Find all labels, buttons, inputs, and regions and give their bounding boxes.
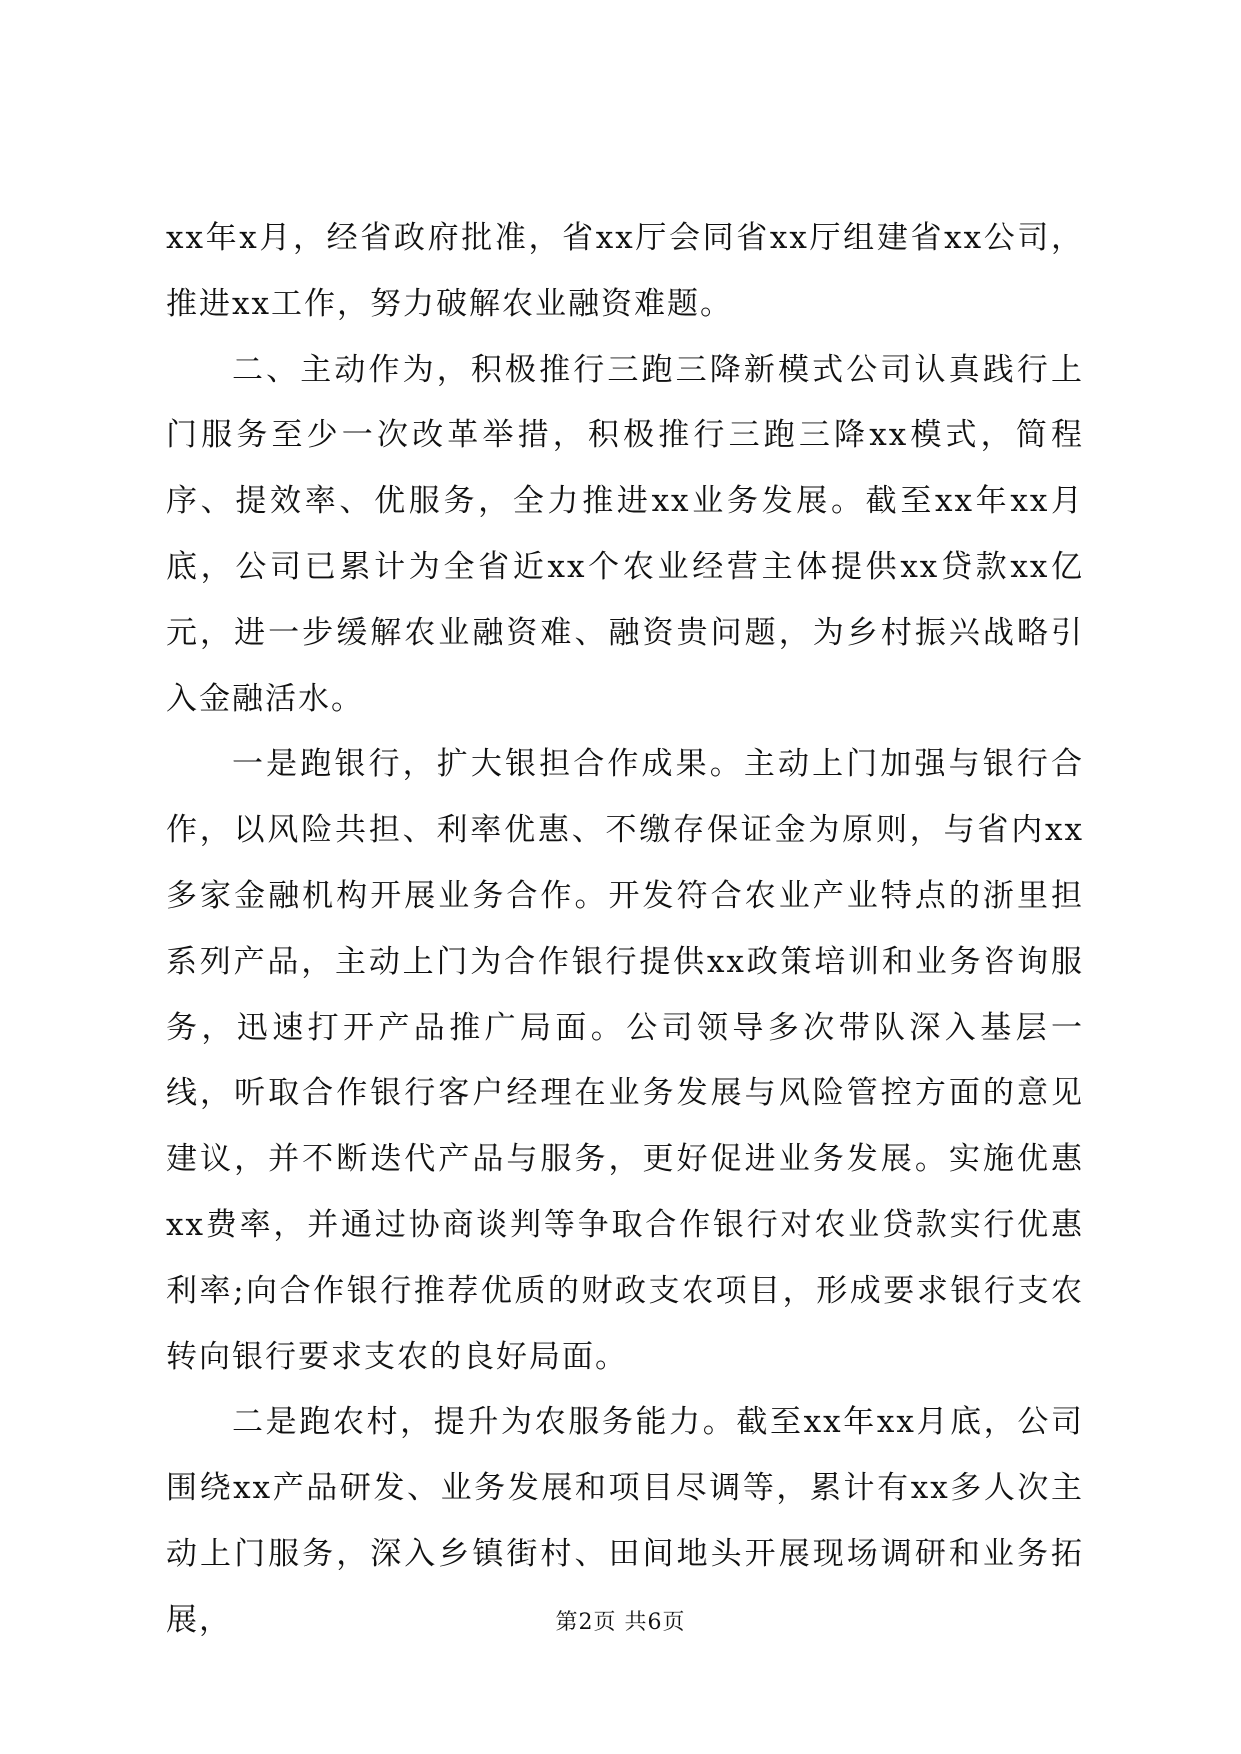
page-number-footer: 第2页 共6页 (555, 1610, 686, 1635)
paragraph-3: 一是跑银行，扩大银担合作成果。主动上门加强与银行合作，以风险共担、利率优惠、不缴存保证金为原则，与省内xx多家金融机构开展业务合作。开发符合农业产业特点的浙里担系列产品，主动上门为合作银行提供xx政策培训和业务咨询服务，迅速打开产品推广局面。公司领导多次带队深入基层一线，听取合作银行客户经理在业务发展与风险管控方面的意见建议，并不断迭代产品与服务，更好促进业务发展。实施优惠xx费率，并通过协商谈判等争取合作银行对农业贷款实行优惠利率;向合作银行推荐优质的财政支农项目，形成要求银行支农转向银行要求支农的良好局面。 (166, 746, 1084, 1375)
paragraph-1: xx年x月，经省政府批准，省xx厅会同省xx厅组建省xx公司，推进xx工作，努力破解农业融资难题。 (166, 220, 1084, 322)
paragraph-4: 二是跑农村，提升为农服务能力。截至xx年xx月底，公司围绕xx产品研发、业务发展和项目尽调等，累计有xx多人次主动上门服务，深入乡镇街村、田间地头开展现场调研和业务拓展， (166, 1404, 1084, 1638)
document-body (166, 206, 1084, 1654)
paragraph-2: 二、主动作为，积极推行三跑三降新模式公司认真践行上门服务至少一次改革举措，积极推行三跑三降xx模式，简程序、提效率、优服务，全力推进xx业务发展。截至xx年xx月底，公司已累计为全省近xx个农业经营主体提供xx贷款xx亿元，进一步缓解农业融资难、融资贵问题，为乡村振兴战略引入金融活水。 (166, 351, 1084, 717)
